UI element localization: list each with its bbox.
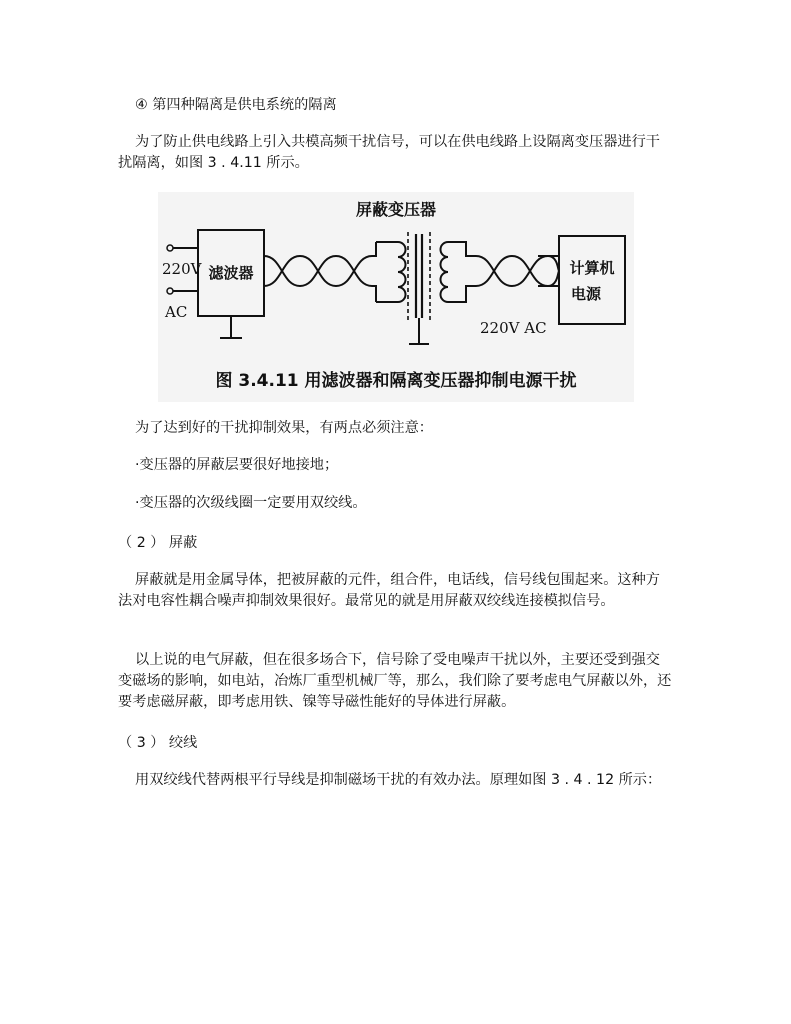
figure-caption: 图 3.4.11 用滤波器和隔离变压器抑制电源干扰 <box>215 371 577 391</box>
circuit-diagram <box>158 192 634 402</box>
paragraph-shielding: 屏蔽就是用金属导体，把被屏蔽的元件，组合件，电话线，信号线包围起来。这种方法对电容性耦合噪声抑制效果很好。最常见的就是用屏蔽双绞线连接模拟信号。 <box>118 572 660 609</box>
paragraph-intro: 为了防止供电线路上引入共模高频干扰信号，可以在供电线路上设隔离变压器进行干扰隔离，如图 3 . 4.11 所示。 <box>118 134 660 171</box>
paragraph-magnetic-shielding: 以上说的电气屏蔽，但在很多场合下，信号除了受电噪声干扰以外，主要还受到强交变磁场的影响，如电站，冶炼厂重型机械厂等，那么，我们除了要考虑电气屏蔽以外，还要考虑磁屏蔽，即考虑用铁、镍等导磁性能好的导体进行屏蔽。 <box>118 652 672 710</box>
paragraph-twisted-wire: 用双绞线代替两根平行导线是抑制磁场干扰的有效办法。原理如图 3 . 4 . 12 所示： <box>135 772 662 788</box>
computer-power-label-2: 电源 <box>570 285 602 303</box>
input-ac-label: AC <box>165 303 188 321</box>
section-heading-shielding: （ 2 ） 屏蔽 <box>118 535 198 551</box>
filter-label: 滤波器 <box>208 264 254 282</box>
output-voltage-label: 220V AC <box>480 319 547 337</box>
section-heading-twisted-wire: （ 3 ） 绞线 <box>118 735 198 751</box>
computer-power-label-1: 计算机 <box>569 259 615 277</box>
shielded-transformer-title: 屏蔽变压器 <box>355 200 437 219</box>
bullet-twisted-pair: ·变压器的次级线圈一定要用双绞线。 <box>135 495 367 511</box>
input-voltage-label: 220V <box>162 260 202 278</box>
heading-fourth-isolation: ④ 第四种隔离是供电系统的隔离 <box>135 97 337 113</box>
paragraph-notice: 为了达到好的干扰抑制效果，有两点必须注意： <box>135 420 433 436</box>
figure-3-4-11 <box>158 192 634 402</box>
bullet-shield-ground: ·变压器的屏蔽层要很好地接地； <box>135 457 339 473</box>
